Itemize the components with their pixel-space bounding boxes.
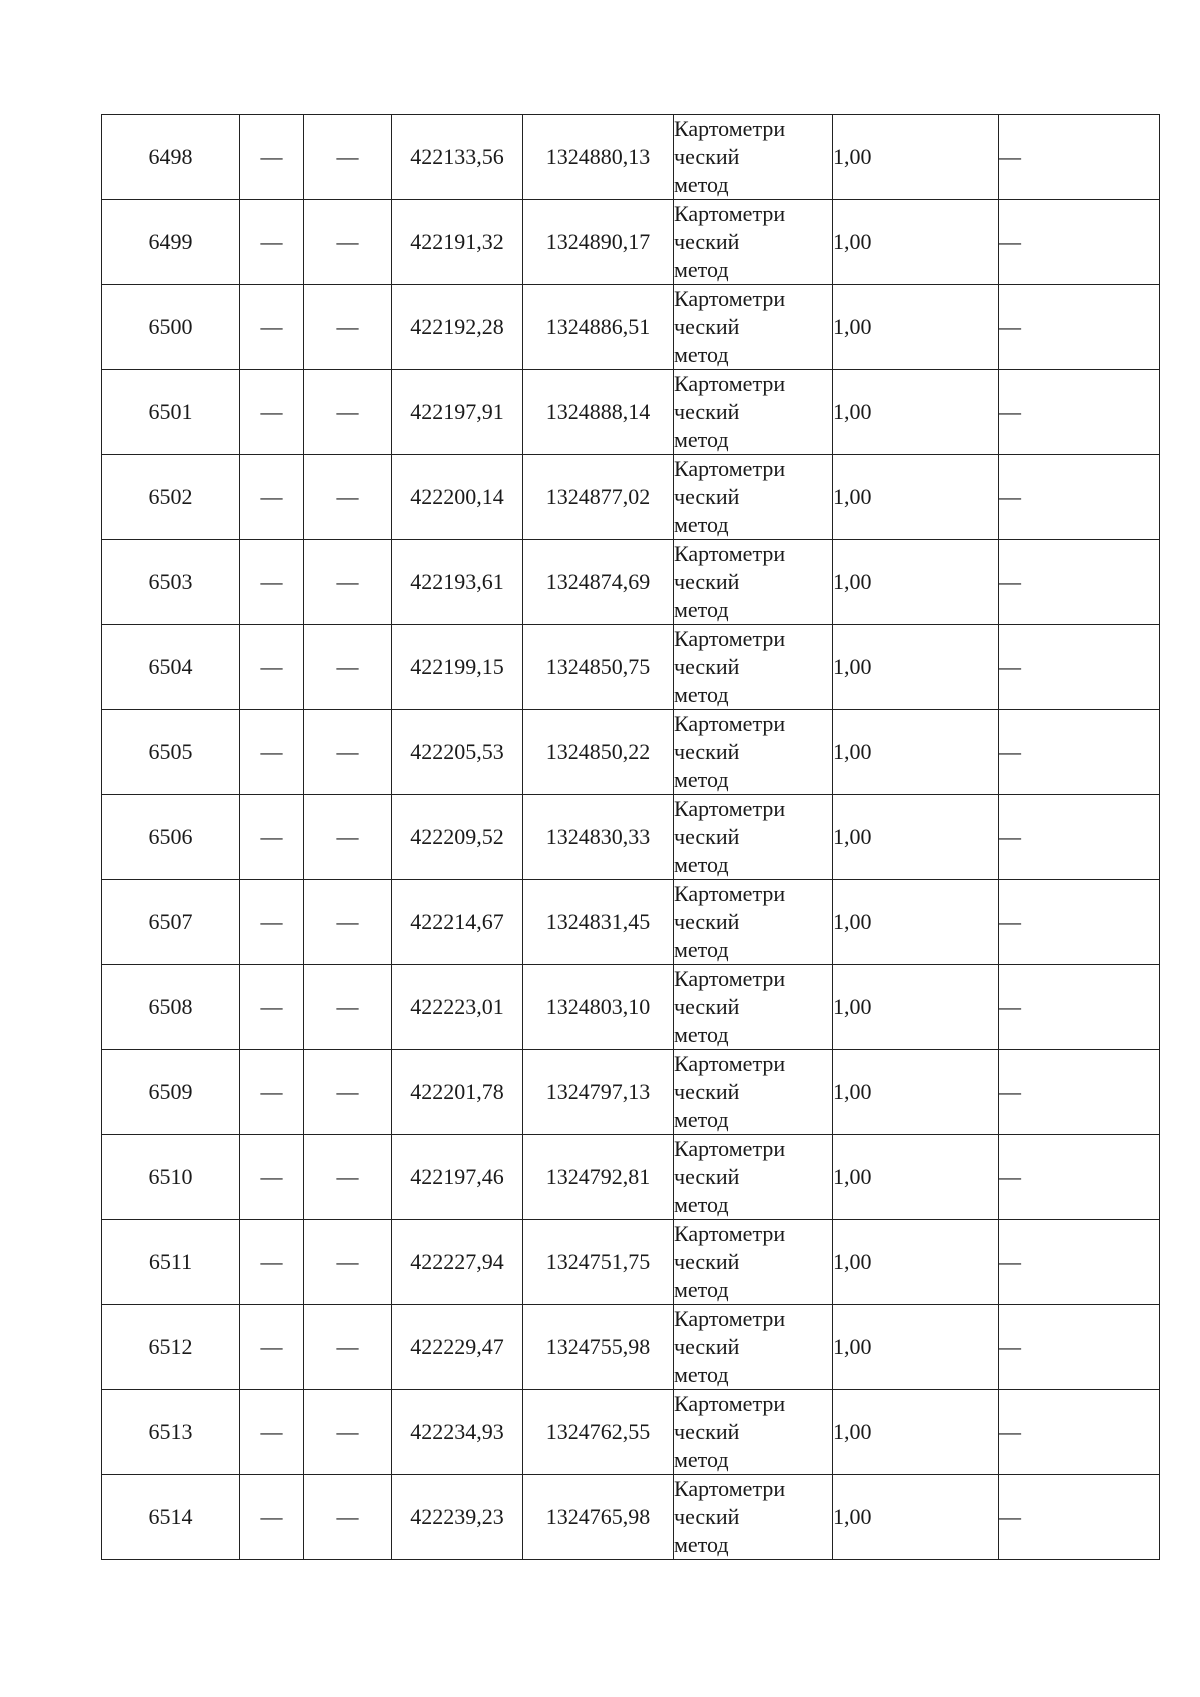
accuracy-cell: 1,00 bbox=[833, 965, 999, 1050]
empty-value-cell: — bbox=[304, 115, 392, 200]
method-text: Картометри ческий метод bbox=[674, 1051, 786, 1132]
empty-value-cell: — bbox=[240, 540, 304, 625]
method-cell bbox=[674, 115, 833, 200]
method-text: Картометри ческий метод bbox=[674, 796, 786, 877]
y-coordinate-cell: 1324850,75 bbox=[523, 625, 674, 710]
accuracy-cell: 1,00 bbox=[833, 1220, 999, 1305]
x-coordinate-cell: 422191,32 bbox=[392, 200, 523, 285]
table-row bbox=[102, 455, 1160, 540]
empty-value-cell: — bbox=[304, 795, 392, 880]
point-number-cell: 6512 bbox=[102, 1305, 240, 1390]
y-coordinate-cell: 1324888,14 bbox=[523, 370, 674, 455]
method-cell bbox=[674, 880, 833, 965]
method-text: Картометри ческий метод bbox=[674, 626, 786, 707]
table-row bbox=[102, 965, 1160, 1050]
empty-value-cell: — bbox=[240, 1305, 304, 1390]
y-coordinate-cell: 1324830,33 bbox=[523, 795, 674, 880]
method-cell bbox=[674, 1390, 833, 1475]
point-number-cell: 6510 bbox=[102, 1135, 240, 1220]
method-cell bbox=[674, 1475, 833, 1560]
method-cell bbox=[674, 455, 833, 540]
table-row bbox=[102, 1305, 1160, 1390]
method-cell bbox=[674, 1305, 833, 1390]
y-coordinate-cell: 1324765,98 bbox=[523, 1475, 674, 1560]
point-number-cell: 6513 bbox=[102, 1390, 240, 1475]
point-number-cell: 6505 bbox=[102, 710, 240, 795]
empty-value-cell: — bbox=[304, 1050, 392, 1135]
table-row bbox=[102, 1475, 1160, 1560]
accuracy-cell: 1,00 bbox=[833, 880, 999, 965]
point-number-cell: 6514 bbox=[102, 1475, 240, 1560]
method-cell bbox=[674, 965, 833, 1050]
empty-value-cell: — bbox=[304, 880, 392, 965]
table-row bbox=[102, 625, 1160, 710]
method-cell bbox=[674, 1135, 833, 1220]
y-coordinate-cell: 1324877,02 bbox=[523, 455, 674, 540]
empty-value-cell: — bbox=[304, 1390, 392, 1475]
table-row bbox=[102, 200, 1160, 285]
y-coordinate-cell: 1324831,45 bbox=[523, 880, 674, 965]
empty-value-cell: — bbox=[240, 965, 304, 1050]
point-number-cell: 6500 bbox=[102, 285, 240, 370]
method-cell bbox=[674, 710, 833, 795]
y-coordinate-cell: 1324762,55 bbox=[523, 1390, 674, 1475]
description-cell: — bbox=[999, 455, 1160, 540]
x-coordinate-cell: 422229,47 bbox=[392, 1305, 523, 1390]
x-coordinate-cell: 422234,93 bbox=[392, 1390, 523, 1475]
description-cell: — bbox=[999, 625, 1160, 710]
description-cell: — bbox=[999, 540, 1160, 625]
empty-value-cell: — bbox=[240, 1135, 304, 1220]
x-coordinate-cell: 422209,52 bbox=[392, 795, 523, 880]
method-cell bbox=[674, 540, 833, 625]
method-cell bbox=[674, 1050, 833, 1135]
table-row bbox=[102, 1220, 1160, 1305]
method-text: Картометри ческий метод bbox=[674, 711, 786, 792]
empty-value-cell: — bbox=[240, 455, 304, 540]
y-coordinate-cell: 1324874,69 bbox=[523, 540, 674, 625]
accuracy-cell: 1,00 bbox=[833, 285, 999, 370]
x-coordinate-cell: 422133,56 bbox=[392, 115, 523, 200]
accuracy-cell: 1,00 bbox=[833, 1305, 999, 1390]
table-row bbox=[102, 285, 1160, 370]
empty-value-cell: — bbox=[240, 200, 304, 285]
method-cell bbox=[674, 1220, 833, 1305]
x-coordinate-cell: 422239,23 bbox=[392, 1475, 523, 1560]
empty-value-cell: — bbox=[240, 115, 304, 200]
method-text: Картометри ческий метод bbox=[674, 1476, 786, 1557]
method-cell bbox=[674, 200, 833, 285]
description-cell: — bbox=[999, 1220, 1160, 1305]
y-coordinate-cell: 1324797,13 bbox=[523, 1050, 674, 1135]
x-coordinate-cell: 422199,15 bbox=[392, 625, 523, 710]
x-coordinate-cell: 422197,46 bbox=[392, 1135, 523, 1220]
point-number-cell: 6511 bbox=[102, 1220, 240, 1305]
description-cell: — bbox=[999, 370, 1160, 455]
x-coordinate-cell: 422214,67 bbox=[392, 880, 523, 965]
accuracy-cell: 1,00 bbox=[833, 1135, 999, 1220]
point-number-cell: 6503 bbox=[102, 540, 240, 625]
description-cell: — bbox=[999, 795, 1160, 880]
x-coordinate-cell: 422200,14 bbox=[392, 455, 523, 540]
method-cell bbox=[674, 625, 833, 710]
x-coordinate-cell: 422192,28 bbox=[392, 285, 523, 370]
description-cell: — bbox=[999, 1050, 1160, 1135]
coordinates-table bbox=[101, 114, 1160, 1560]
table-row bbox=[102, 1135, 1160, 1220]
empty-value-cell: — bbox=[240, 1390, 304, 1475]
point-number-cell: 6504 bbox=[102, 625, 240, 710]
empty-value-cell: — bbox=[240, 880, 304, 965]
x-coordinate-cell: 422205,53 bbox=[392, 710, 523, 795]
description-cell: — bbox=[999, 115, 1160, 200]
point-number-cell: 6508 bbox=[102, 965, 240, 1050]
table-row bbox=[102, 540, 1160, 625]
empty-value-cell: — bbox=[240, 1220, 304, 1305]
empty-value-cell: — bbox=[304, 710, 392, 795]
empty-value-cell: — bbox=[304, 1305, 392, 1390]
description-cell: — bbox=[999, 1390, 1160, 1475]
method-text: Картометри ческий метод bbox=[674, 541, 786, 622]
accuracy-cell: 1,00 bbox=[833, 1050, 999, 1135]
point-number-cell: 6502 bbox=[102, 455, 240, 540]
x-coordinate-cell: 422197,91 bbox=[392, 370, 523, 455]
method-text: Картометри ческий метод bbox=[674, 1136, 786, 1217]
table-row bbox=[102, 370, 1160, 455]
y-coordinate-cell: 1324792,81 bbox=[523, 1135, 674, 1220]
accuracy-cell: 1,00 bbox=[833, 795, 999, 880]
accuracy-cell: 1,00 bbox=[833, 1475, 999, 1560]
empty-value-cell: — bbox=[304, 370, 392, 455]
table-row bbox=[102, 710, 1160, 795]
table-row bbox=[102, 880, 1160, 965]
description-cell: — bbox=[999, 200, 1160, 285]
method-text: Картометри ческий метод bbox=[674, 371, 786, 452]
y-coordinate-cell: 1324850,22 bbox=[523, 710, 674, 795]
y-coordinate-cell: 1324751,75 bbox=[523, 1220, 674, 1305]
description-cell: — bbox=[999, 880, 1160, 965]
method-text: Картометри ческий метод bbox=[674, 201, 786, 282]
empty-value-cell: — bbox=[304, 285, 392, 370]
y-coordinate-cell: 1324755,98 bbox=[523, 1305, 674, 1390]
method-cell bbox=[674, 795, 833, 880]
description-cell: — bbox=[999, 1305, 1160, 1390]
table-body bbox=[102, 115, 1160, 1560]
empty-value-cell: — bbox=[304, 1220, 392, 1305]
empty-value-cell: — bbox=[240, 795, 304, 880]
method-text: Картометри ческий метод bbox=[674, 881, 786, 962]
empty-value-cell: — bbox=[304, 1135, 392, 1220]
description-cell: — bbox=[999, 965, 1160, 1050]
x-coordinate-cell: 422193,61 bbox=[392, 540, 523, 625]
method-text: Картометри ческий метод bbox=[674, 1306, 786, 1387]
table-row bbox=[102, 1050, 1160, 1135]
empty-value-cell: — bbox=[304, 1475, 392, 1560]
empty-value-cell: — bbox=[240, 285, 304, 370]
accuracy-cell: 1,00 bbox=[833, 455, 999, 540]
method-text: Картометри ческий метод bbox=[674, 116, 786, 197]
method-text: Картометри ческий метод bbox=[674, 966, 786, 1047]
empty-value-cell: — bbox=[304, 540, 392, 625]
accuracy-cell: 1,00 bbox=[833, 625, 999, 710]
empty-value-cell: — bbox=[240, 370, 304, 455]
accuracy-cell: 1,00 bbox=[833, 370, 999, 455]
table-row bbox=[102, 115, 1160, 200]
empty-value-cell: — bbox=[240, 1050, 304, 1135]
accuracy-cell: 1,00 bbox=[833, 540, 999, 625]
empty-value-cell: — bbox=[304, 625, 392, 710]
point-number-cell: 6507 bbox=[102, 880, 240, 965]
y-coordinate-cell: 1324880,13 bbox=[523, 115, 674, 200]
accuracy-cell: 1,00 bbox=[833, 1390, 999, 1475]
method-cell bbox=[674, 285, 833, 370]
method-cell bbox=[674, 370, 833, 455]
accuracy-cell: 1,00 bbox=[833, 200, 999, 285]
accuracy-cell: 1,00 bbox=[833, 115, 999, 200]
description-cell: — bbox=[999, 1135, 1160, 1220]
empty-value-cell: — bbox=[304, 200, 392, 285]
empty-value-cell: — bbox=[240, 1475, 304, 1560]
method-text: Картометри ческий метод bbox=[674, 286, 786, 367]
description-cell: — bbox=[999, 1475, 1160, 1560]
method-text: Картометри ческий метод bbox=[674, 456, 786, 537]
accuracy-cell: 1,00 bbox=[833, 710, 999, 795]
empty-value-cell: — bbox=[240, 625, 304, 710]
point-number-cell: 6498 bbox=[102, 115, 240, 200]
table-row bbox=[102, 795, 1160, 880]
point-number-cell: 6509 bbox=[102, 1050, 240, 1135]
x-coordinate-cell: 422223,01 bbox=[392, 965, 523, 1050]
y-coordinate-cell: 1324803,10 bbox=[523, 965, 674, 1050]
point-number-cell: 6501 bbox=[102, 370, 240, 455]
description-cell: — bbox=[999, 285, 1160, 370]
method-text: Картометри ческий метод bbox=[674, 1391, 786, 1472]
description-cell: — bbox=[999, 710, 1160, 795]
empty-value-cell: — bbox=[240, 710, 304, 795]
y-coordinate-cell: 1324890,17 bbox=[523, 200, 674, 285]
method-text: Картометри ческий метод bbox=[674, 1221, 786, 1302]
y-coordinate-cell: 1324886,51 bbox=[523, 285, 674, 370]
point-number-cell: 6499 bbox=[102, 200, 240, 285]
empty-value-cell: — bbox=[304, 965, 392, 1050]
point-number-cell: 6506 bbox=[102, 795, 240, 880]
empty-value-cell: — bbox=[304, 455, 392, 540]
table-row bbox=[102, 1390, 1160, 1475]
x-coordinate-cell: 422201,78 bbox=[392, 1050, 523, 1135]
x-coordinate-cell: 422227,94 bbox=[392, 1220, 523, 1305]
